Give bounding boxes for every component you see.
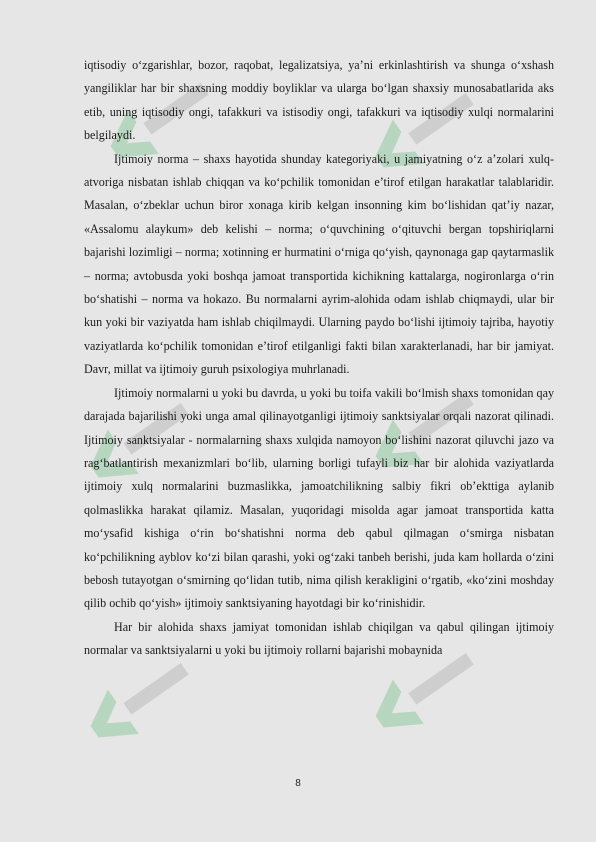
paragraph-social-sanctions: Ijtimoiy normalarni u yoki bu davrda, u yoki bu toifa vakili bo‘lmish shaxs tomonidan qay darajada bajarilishi yoki unga amal qilinayotganligi ijtimoiy sanktsiyalar orqali nazorat qilinadi. Ijtimoiy sanktsiyalar - normalarning shaxs xulqida namoyon bo‘lishini nazorat qiluvchi jazo va rag‘batlantirish mexanizmlari bo‘lib, ularning borligi tufayli biz har bir alohida vaziyatlarda ijtimoiy xulq normalarini buzmaslikka, jamoatchilikning salbiy fikri ob’ekttiga aylanib qolmaslikka harakat qilamiz. Masalan, yuqoridagi misolda agar jamoat transportida katta mo‘ysafid kishiga o‘rin bo‘shatishni norma deb qabul qilmagan o‘smirga nisbatan ko‘pchilikning ayblov ko‘zi bilan qarashi, yoki og‘zaki tanbeh berishi, juda kam hollarda o‘zini bebosh tutayotgan o‘smirning qo‘lidan tutib, nima qilish kerakligini o‘rgatib, «ko‘zini moshday qilib ochib qo‘yish» ijtimoiy sanktsiyaning hayotdagi bir ko‘rinishidir. [84,385,554,611]
paragraph-continuation: iqtisodiy o‘zgarishlar, bozor, raqobat, legalizatsiya, ya’ni erkinlashtirish va shunga o‘xshash yangiliklar har bir shaxsning moddiy boyliklar va ularga bo‘lgan shaxsiy munosabatlarida aks etib, uning iqtisodiy ongi, tafakkuri va istisodiy ongi, tafakkuri va iqtisodiy xulqi normalarini belgilaydi. [84,58,554,143]
page-number: 8 [295,778,301,789]
paragraph-social-norm: Ijtimoiy norma – shaxs hayotida shunday kategoriyaki, u jamiyatning o‘z a’zolari xulq-atvoriga nisbatan ishlab chiqqan va ko‘pchilik tomonidan e’tirof etilgan harakatlar talablaridir. Masalan, o‘zbeklar uchun biror xonaga kirib kelgan insonning kim bo‘lishidan qat’iy nazar, «Assalomu alaykum» deb kelishi – norma; o‘quvchining o‘qituvchi bergan topshiriqlarni bajarishi lozimligi – norma; xotinning er hurmatini o‘rniga qo‘yish, qaynonaga gap qaytarmaslik – norma; avtobusda yoki boshqa jamoat transportida kichikning kattalarga, nogironlarga o‘rin bo‘shatishi – norma va hokazo. Bu normalarni ayrim-alohida odam ishlab chiqmaydi, ular bir kun yoki bir vaziyatda ham ishlab chiqilmaydi. Ularning paydo bo‘lishi ijtimoiy tajriba, hayotiy vaziyatlarda ko‘pchilik tomonidan e’tirof etilganligi fakti bilan xarakterlanadi, har bir jamiyat. Davr, millat va ijtimoiy guruh psixologiya muhrlanadi. [84,151,554,377]
document-body [84,54,554,663]
paragraph-individual-roles: Har bir alohida shaxs jamiyat tomonidan ishlab chiqilgan va qabul qilingan ijtimoiy normalar va sanktsiyalarni u yoki bu ijtimoiy rollarni bajarishi mobaynida [84,619,554,658]
